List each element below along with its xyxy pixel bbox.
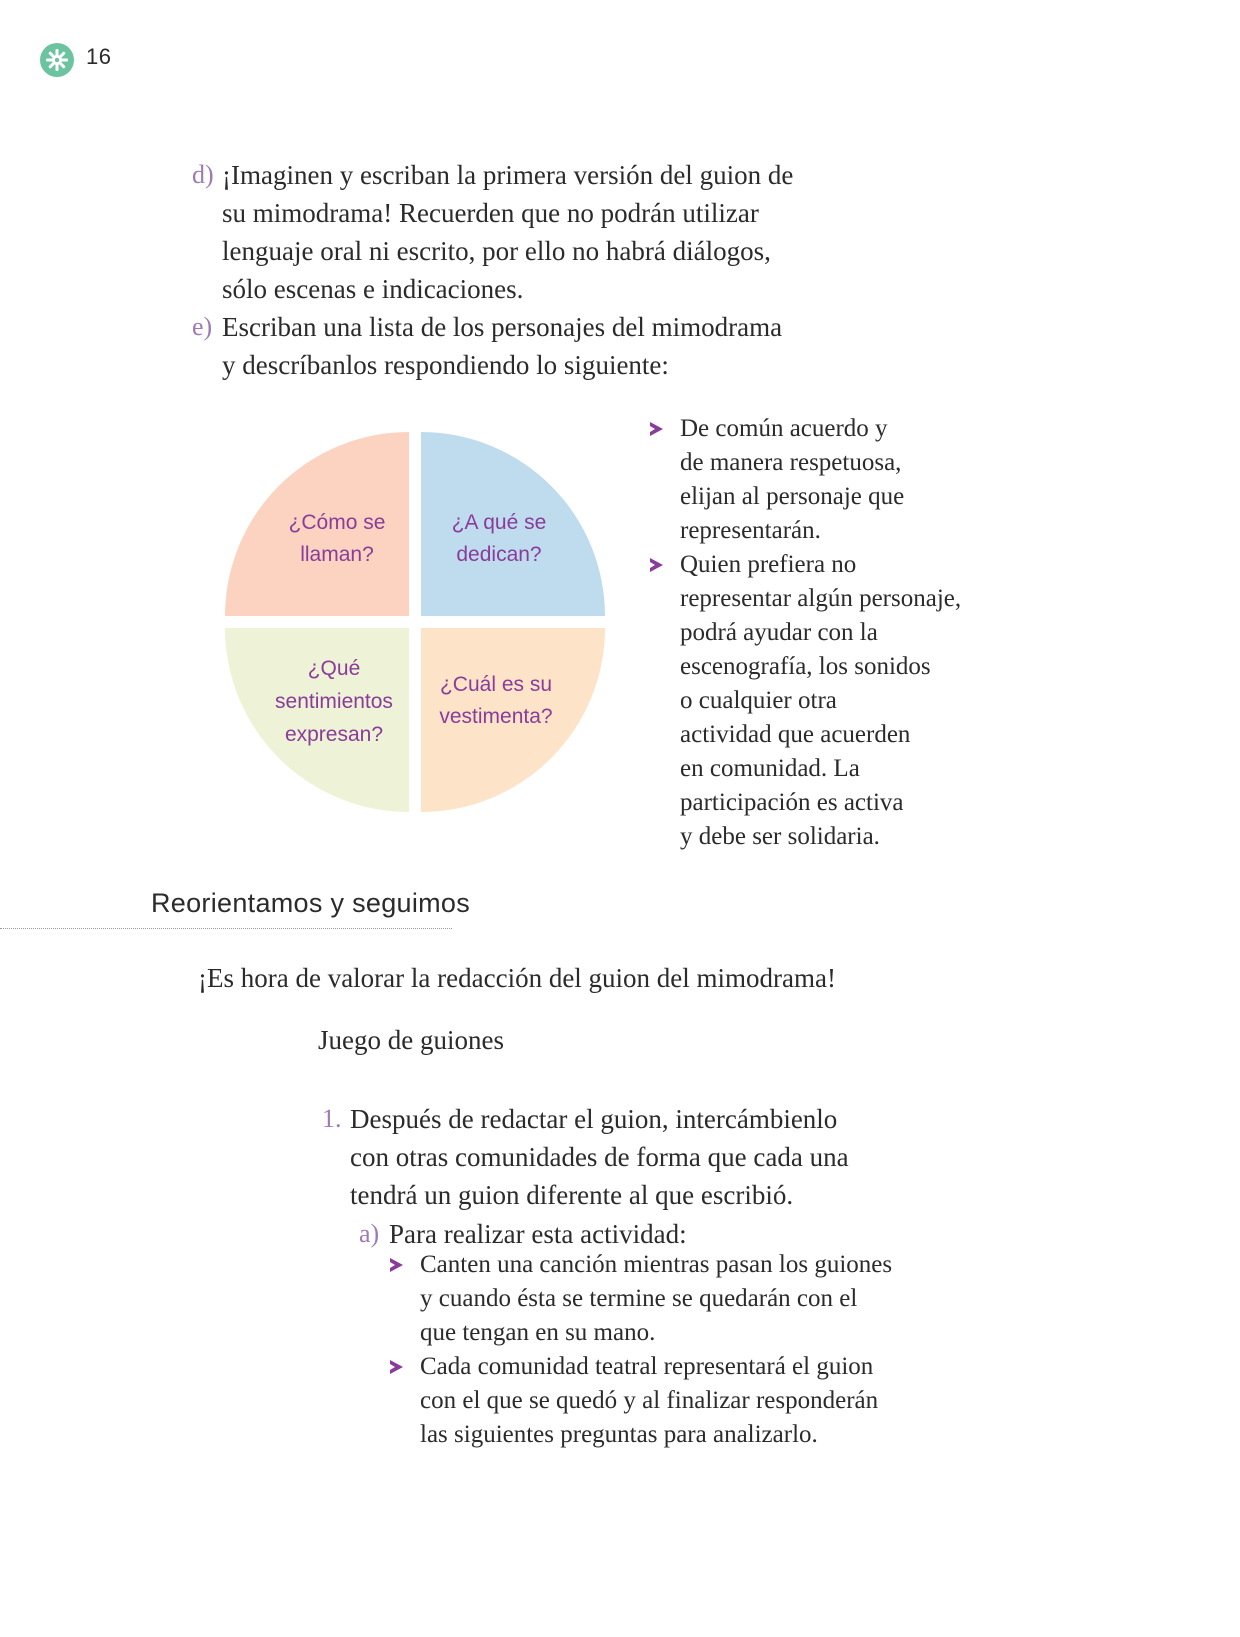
side-bullet-list bbox=[650, 412, 980, 854]
item-d-line: su mimodrama! Recuerden que no podrán utilizar bbox=[222, 198, 759, 228]
section-intro: ¡Es hora de valorar la redacción del guion del mimodrama! bbox=[198, 963, 836, 993]
bullet-line: elijan al personaje que bbox=[680, 483, 905, 510]
bullet-line: podrá ayudar con la bbox=[680, 619, 878, 646]
numbered-item-1 bbox=[322, 1100, 849, 1214]
item-e-marker: e) bbox=[192, 312, 213, 341]
bullet-line: escenografía, los sonidos bbox=[680, 653, 931, 680]
numbered-item-line: Después de redactar el guion, intercámbienlo bbox=[350, 1104, 838, 1134]
activity-bullet-list bbox=[390, 1248, 910, 1452]
bullet-item bbox=[650, 548, 980, 854]
quadrant-label: ¿Cómo se bbox=[288, 511, 386, 534]
quadrant-label: ¿Qué bbox=[307, 657, 361, 680]
arrow-bullet-icon bbox=[650, 558, 663, 572]
quadrant-label: ¿A qué se bbox=[451, 511, 547, 534]
item-e bbox=[192, 308, 783, 384]
quadrant-label: dedican? bbox=[456, 543, 542, 566]
quadrant-label: vestimenta? bbox=[439, 705, 553, 728]
item-d-marker: d) bbox=[192, 160, 214, 189]
item-d-line: ¡Imaginen y escriban la primera versión del guion de bbox=[222, 160, 794, 190]
bullet-line: Cada comunidad teatral representará el guion bbox=[420, 1353, 874, 1380]
item-e-line: Escriban una lista de los personajes del mimodrama bbox=[222, 312, 783, 342]
quadrant-label: expresan? bbox=[284, 723, 384, 746]
bullet-line: y debe ser solidaria. bbox=[680, 823, 880, 850]
numbered-item-marker: 1. bbox=[322, 1104, 342, 1133]
bullet-line: representarán. bbox=[680, 517, 821, 544]
page-number: 16 bbox=[86, 44, 112, 69]
bullet-line: las siguientes preguntas para analizarlo. bbox=[420, 1421, 818, 1448]
quadrant-bottom-left bbox=[225, 628, 409, 812]
item-d-line: sólo escenas e indicaciones. bbox=[222, 274, 524, 304]
bullet-line: de manera respetuosa, bbox=[680, 449, 902, 476]
activity-subheading: Juego de guiones bbox=[318, 1025, 504, 1055]
section-heading: Reorientamos y seguimos bbox=[151, 888, 471, 918]
bullet-line: o cualquier otra bbox=[680, 687, 837, 714]
bullet-line: Canten una canción mientras pasan los guiones bbox=[420, 1251, 893, 1278]
item-d bbox=[192, 156, 794, 308]
bullet-line: Quien prefiera no bbox=[680, 551, 857, 578]
arrow-bullet-icon bbox=[650, 422, 663, 436]
bullet-line: representar algún personaje, bbox=[680, 585, 962, 612]
sub-item-a-marker: a) bbox=[359, 1219, 380, 1248]
arrow-bullet-icon bbox=[390, 1258, 403, 1272]
character-questions-diagram bbox=[225, 432, 605, 812]
bullet-line: actividad que acuerden bbox=[680, 721, 911, 748]
item-e-line: y descríbanlos respondiendo lo siguiente: bbox=[222, 350, 669, 380]
sub-item-a-text: Para realizar esta actividad: bbox=[389, 1219, 687, 1249]
bullet-item bbox=[650, 412, 980, 548]
section-divider bbox=[0, 928, 452, 929]
quadrant-label: sentimientos bbox=[275, 690, 393, 713]
arrow-bullet-icon bbox=[390, 1360, 403, 1374]
bullet-line: que tengan en su mano. bbox=[420, 1319, 656, 1346]
bullet-line: y cuando ésta se termine se quedarán con el bbox=[420, 1285, 858, 1312]
gear-icon bbox=[40, 43, 74, 77]
bullet-line: con el que se quedó y al finalizar responderán bbox=[420, 1387, 879, 1414]
quadrant-label: ¿Cuál es su bbox=[439, 673, 553, 696]
bullet-item bbox=[390, 1350, 910, 1452]
bullet-line: en comunidad. La bbox=[680, 755, 860, 782]
numbered-item-line: con otras comunidades de forma que cada una bbox=[350, 1142, 849, 1172]
bullet-line: De común acuerdo y bbox=[680, 415, 888, 442]
numbered-item-line: tendrá un guion diferente al que escribió. bbox=[350, 1180, 794, 1210]
bullet-item bbox=[390, 1248, 910, 1350]
quadrant-label: llaman? bbox=[300, 543, 374, 566]
bullet-line: participación es activa bbox=[680, 789, 904, 816]
item-d-line: lenguaje oral ni escrito, por ello no habrá diálogos, bbox=[222, 236, 771, 266]
